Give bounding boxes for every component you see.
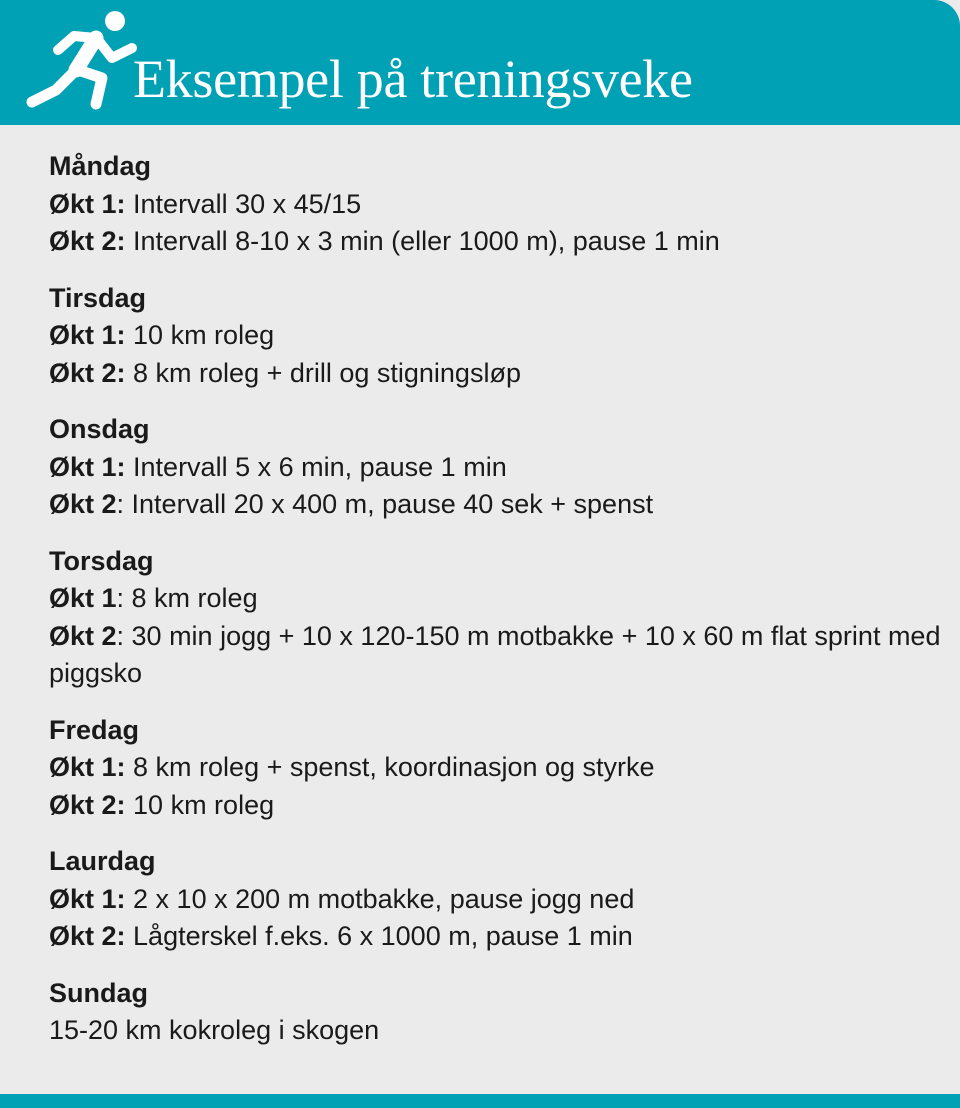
session-line — [49, 486, 944, 524]
session-text: : 30 min jogg + 10 x 120-150 m motbakke + 10 x 60 m flat sprint med piggsko — [49, 620, 941, 688]
day-name: Sundag — [49, 977, 148, 1008]
day-block — [49, 543, 944, 693]
day-name: Torsdag — [49, 545, 154, 576]
session-text: 8 km roleg + drill og stigningsløp — [125, 357, 521, 388]
session-label: Økt 1: — [49, 320, 126, 350]
session-text: 2 x 10 x 200 m motbakke, pause jogg ned — [125, 883, 635, 914]
session-label: Økt 1: — [49, 752, 126, 782]
session-line — [49, 355, 944, 393]
session-text: 10 km roleg — [125, 320, 275, 350]
day-block — [49, 411, 944, 524]
day-name: Onsdag — [49, 414, 150, 444]
session-label: Økt 1: — [49, 451, 126, 482]
session-label: Økt 1 — [49, 583, 117, 613]
header-banner — [0, 0, 960, 125]
schedule — [49, 148, 944, 1069]
session-label: Økt 1: — [49, 883, 126, 914]
session-line — [49, 186, 944, 224]
day-block — [49, 148, 944, 261]
session-line — [49, 223, 944, 261]
session-label: Økt 2: — [49, 226, 126, 256]
session-line — [49, 787, 944, 825]
running-person-icon — [24, 8, 144, 112]
session-label: Økt 2: — [49, 921, 126, 951]
session-line — [49, 618, 944, 693]
day-block — [49, 712, 944, 825]
session-label: Økt 2 — [49, 620, 117, 651]
session-text: 15-20 km kokroleg i skogen — [49, 1015, 380, 1045]
day-name: Fredag — [49, 714, 140, 745]
session-text: 10 km roleg — [125, 789, 275, 820]
session-line — [49, 317, 944, 355]
session-label: Økt 2: — [49, 357, 126, 388]
session-text: 8 km roleg + spenst, koordinasjon og styrke — [125, 752, 655, 782]
page-title: Eksempel på treningsveke — [133, 49, 693, 109]
session-line — [49, 449, 944, 487]
day-name: Tirsdag — [49, 282, 147, 313]
day-block — [49, 280, 944, 393]
session-label: Økt 2: — [49, 789, 126, 820]
day-block — [49, 975, 944, 1050]
session-text: Intervall 8-10 x 3 min (eller 1000 m), pause 1 min — [125, 226, 720, 256]
session-text: Intervall 5 x 6 min, pause 1 min — [125, 451, 507, 482]
session-line — [49, 918, 944, 956]
day-name: Laurdag — [49, 846, 156, 876]
session-text: Lågterskel f.eks. 6 x 1000 m, pause 1 min — [125, 921, 633, 951]
session-line — [49, 1012, 944, 1050]
session-line — [49, 881, 944, 919]
session-text: Intervall 30 x 45/15 — [125, 188, 362, 219]
session-line — [49, 749, 944, 787]
day-block — [49, 843, 944, 956]
session-line — [49, 580, 944, 618]
session-label: Økt 1: — [49, 188, 126, 219]
session-label: Økt 2 — [49, 489, 117, 519]
session-text: : Intervall 20 x 400 m, pause 40 sek + spenst — [116, 489, 654, 519]
bottom-accent-bar — [0, 1094, 960, 1108]
day-name: Måndag — [49, 151, 152, 181]
session-text: : 8 km roleg — [116, 583, 258, 613]
